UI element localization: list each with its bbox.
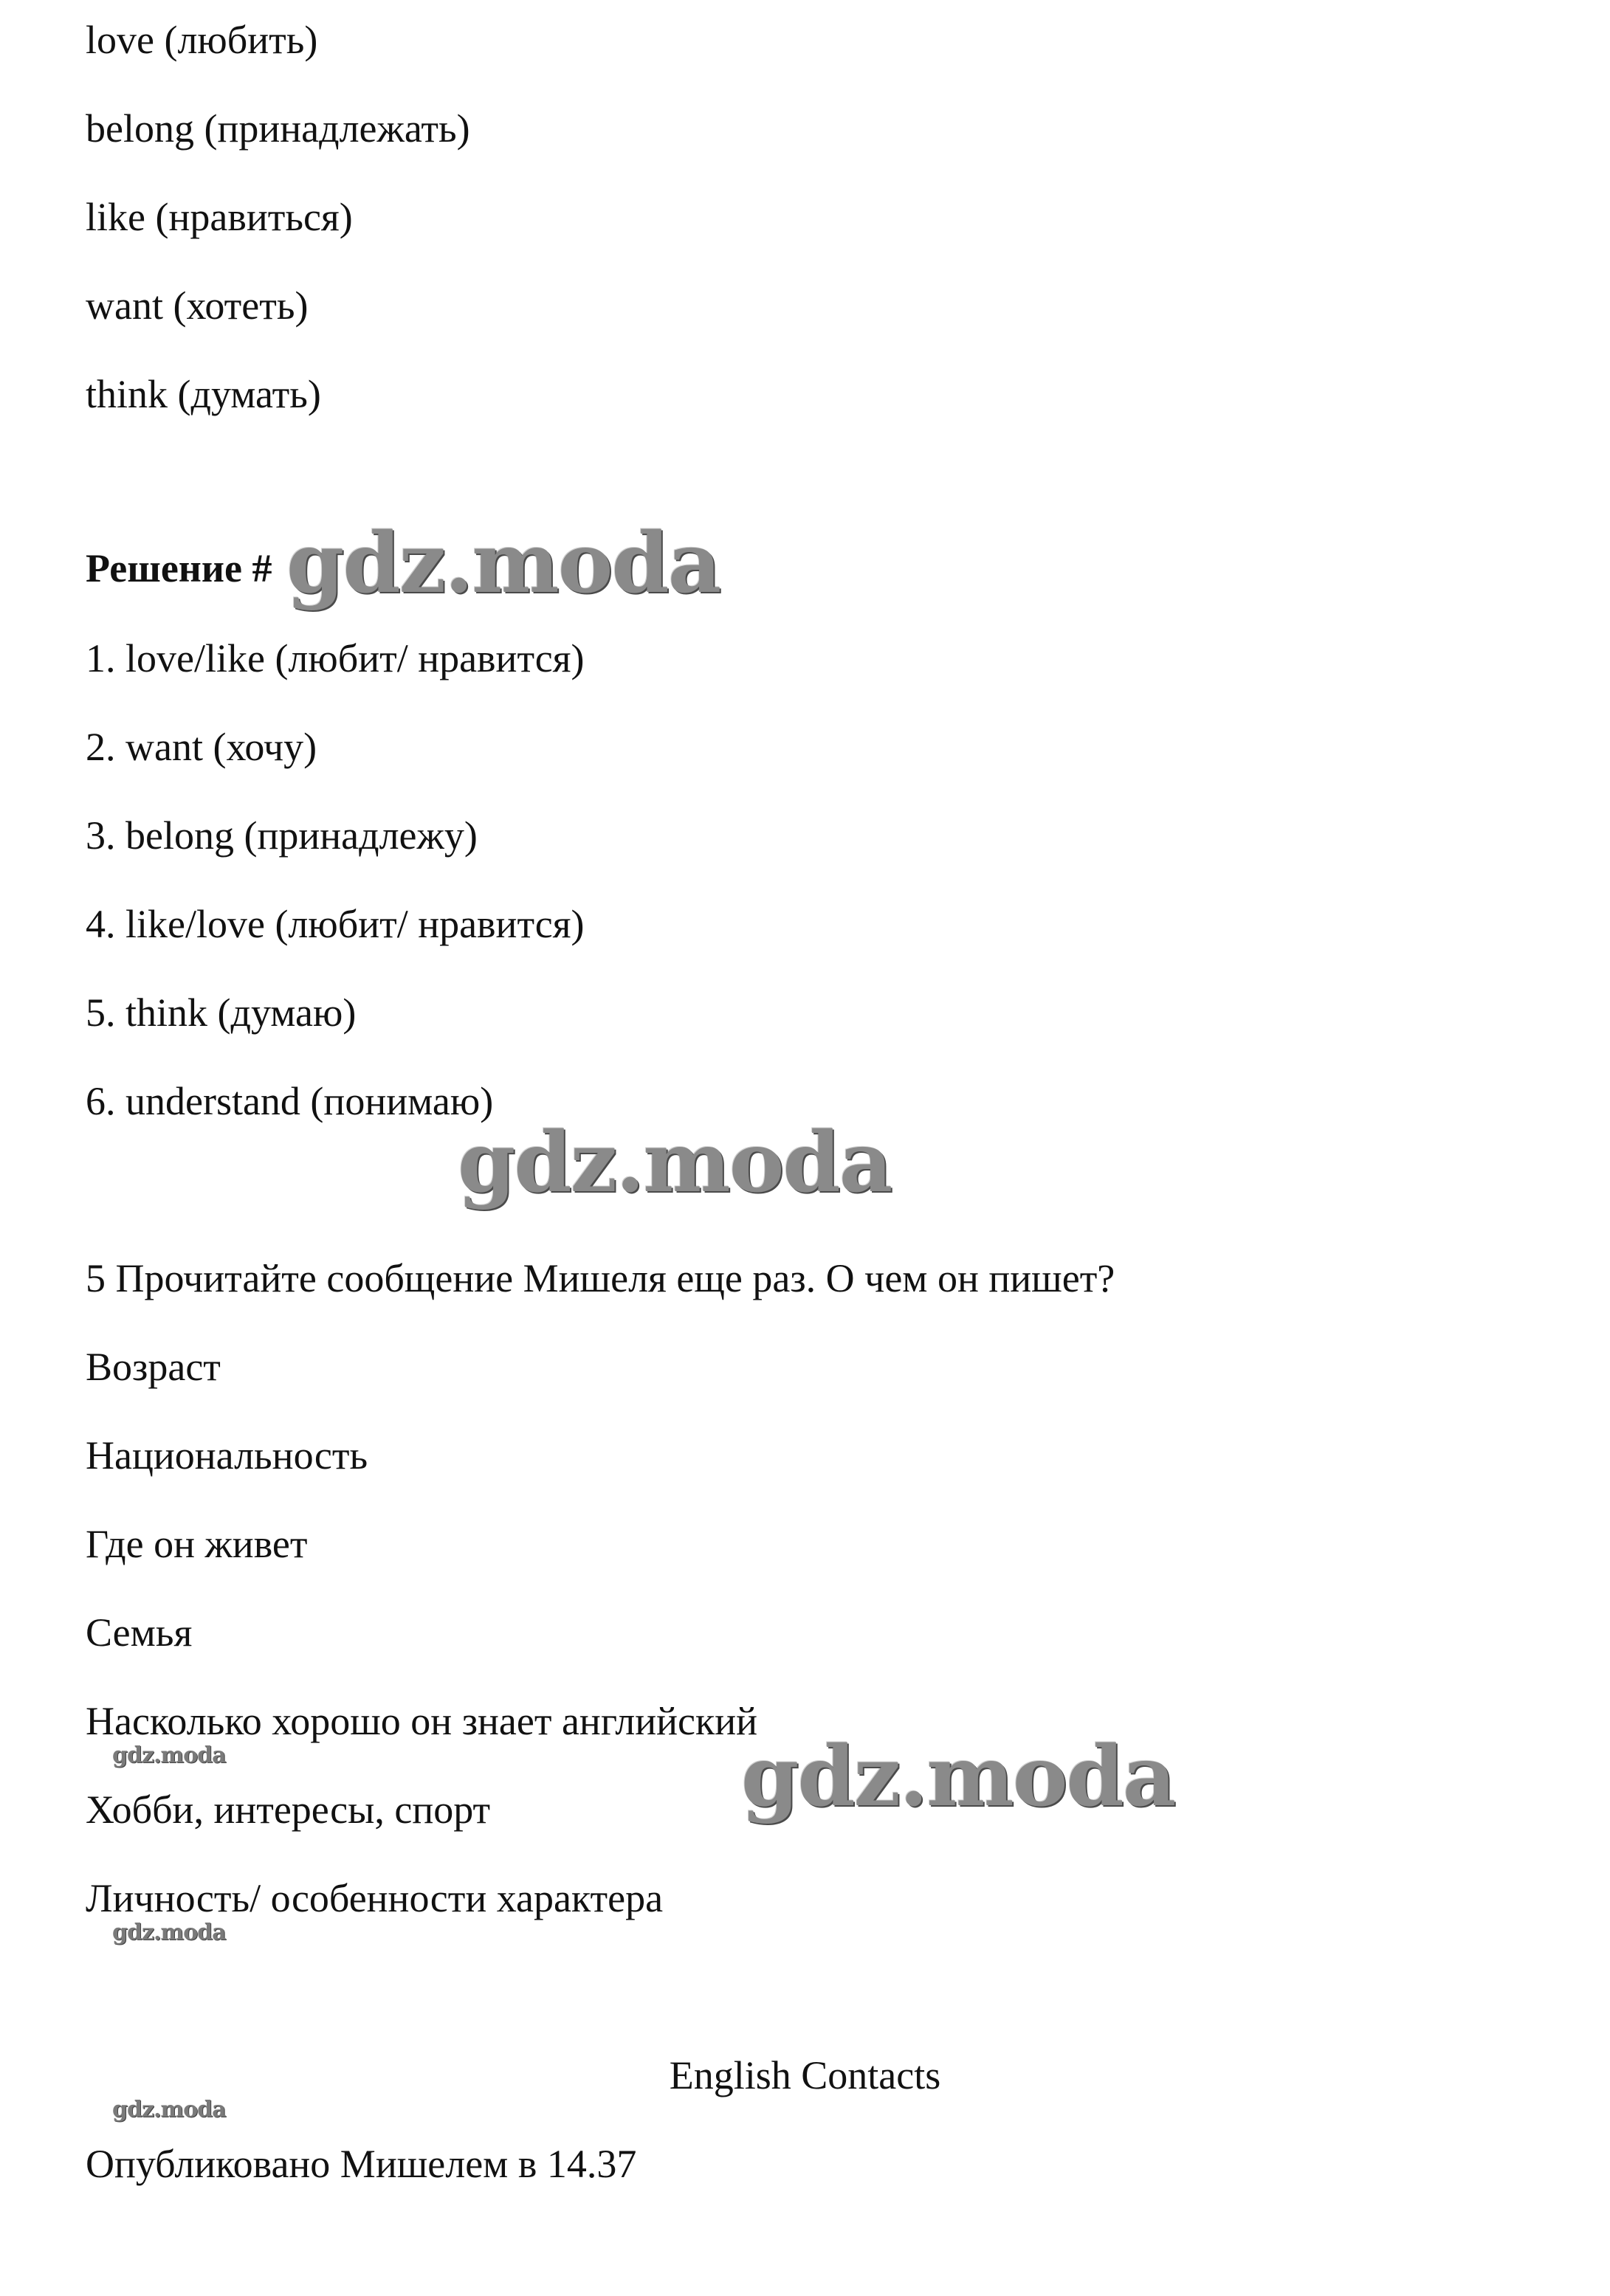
answer-item: 4. like/love (любит/ нравится) bbox=[86, 902, 585, 946]
topic-item: Насколько хорошо он знает английский bbox=[86, 1699, 757, 1743]
topic-item: Личность/ особенности характера bbox=[86, 1876, 664, 1920]
verb-item: want (хотеть) bbox=[86, 283, 309, 328]
answer-item: 1. love/like (любит/ нравится) bbox=[86, 636, 585, 680]
topic-item: Возраст bbox=[86, 1345, 221, 1389]
post-meta: Опубликовано Мишелем в 14.37 bbox=[86, 2142, 637, 2186]
topic-item: Семья bbox=[86, 1610, 193, 1655]
task-prompt: 5 Прочитайте сообщение Мишеля еще раз. О чем он пишет? bbox=[86, 1256, 1115, 1300]
verb-item: love (любить) bbox=[86, 18, 318, 62]
topic-item: Хобби, интересы, спорт bbox=[86, 1787, 491, 1832]
verb-item: think (думать) bbox=[86, 372, 321, 416]
watermark-logo: gdz.moda bbox=[112, 2097, 226, 2123]
topic-item: Где он живет bbox=[86, 1522, 308, 1566]
topic-item: Национальность bbox=[86, 1433, 368, 1478]
answer-item: 2. want (хочу) bbox=[86, 725, 317, 769]
watermark-logo: gdz.moda bbox=[741, 1728, 1175, 1825]
verb-item: belong (принадлежать) bbox=[86, 106, 470, 151]
watermark-logo: gdz.moda bbox=[112, 1742, 226, 1768]
solution-heading: Решение # bbox=[86, 546, 272, 590]
verb-item: like (нравиться) bbox=[86, 195, 353, 239]
answer-item: 5. think (думаю) bbox=[86, 990, 357, 1035]
answer-item: 6. understand (понимаю) bbox=[86, 1079, 494, 1123]
watermark-logo: gdz.moda bbox=[286, 515, 720, 612]
watermark-logo: gdz.moda bbox=[458, 1114, 892, 1211]
answer-item: 3. belong (принадлежу) bbox=[86, 813, 478, 858]
post-title: English Contacts bbox=[669, 2053, 941, 2097]
watermark-logo: gdz.moda bbox=[112, 1920, 226, 1945]
